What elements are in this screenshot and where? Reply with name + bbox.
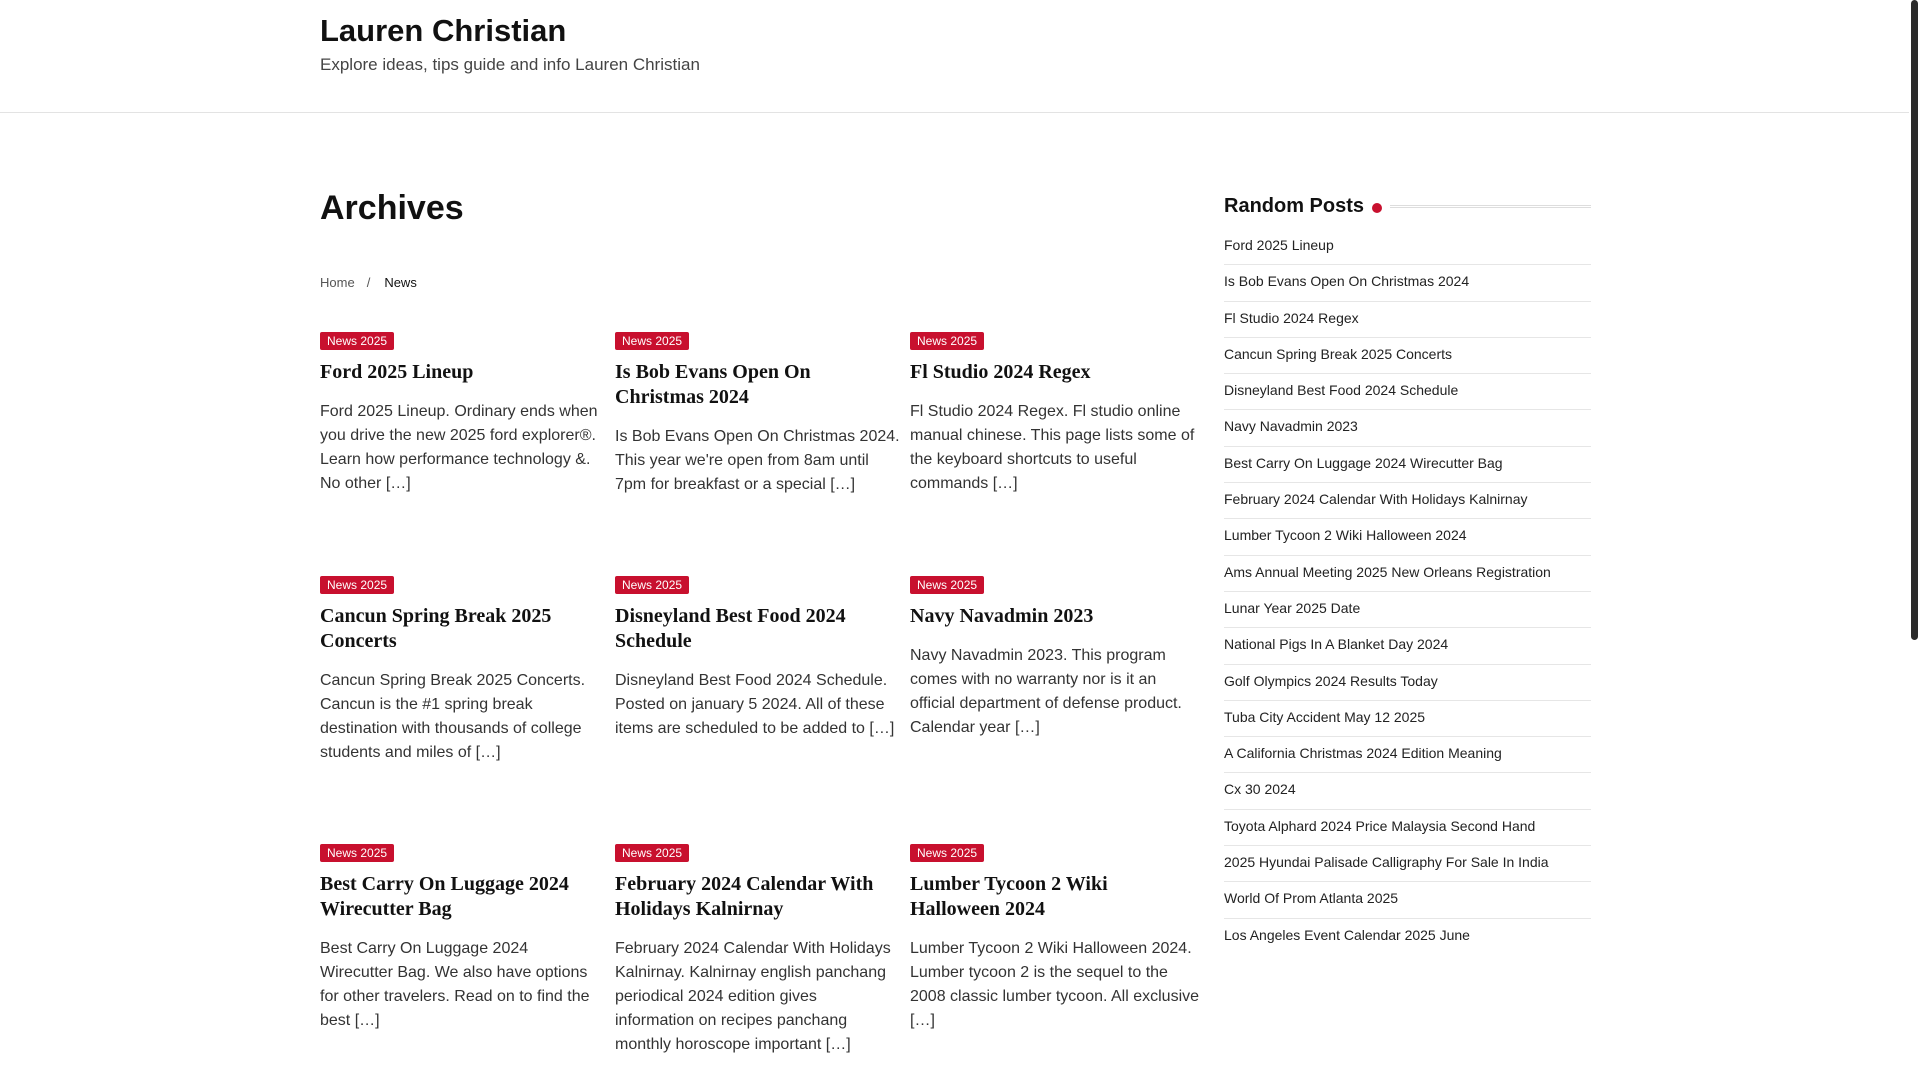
widget-title: Random Posts (1224, 195, 1365, 217)
random-posts-widget-header (1224, 192, 1591, 222)
page-title: Archives (320, 189, 464, 227)
random-post-link[interactable]: Best Carry On Luggage 2024 Wirecutter Bag (1224, 454, 1503, 471)
page-scrollbar[interactable] (1909, 0, 1920, 1080)
accent-dot-icon (1372, 203, 1382, 213)
list-item (1224, 592, 1591, 628)
post-excerpt: Ford 2025 Lineup. Ordinary ends when you drive the new 2025 ford explorer®. Learn how performance technology &. No other […] (320, 403, 598, 492)
post-title-link[interactable]: Best Carry On Luggage 2024 Wirecutter Bag (320, 873, 569, 920)
list-item (1224, 628, 1591, 664)
list-item (1224, 665, 1591, 701)
category-badge[interactable]: News 2025 (910, 844, 984, 862)
list-item (1224, 737, 1591, 773)
widget-divider (1390, 205, 1591, 208)
list-item (1224, 846, 1591, 882)
post-excerpt: Navy Navadmin 2023. This program comes with no warranty nor is it an official department of defense product. Calendar year […] (910, 647, 1182, 736)
post-excerpt: February 2024 Calendar With Holidays Kalnirnay. Kalnirnay english panchang periodical 2024 edition gives information on recipes panchang monthly horoscope important […] (615, 940, 891, 1053)
list-item (1224, 519, 1591, 555)
category-badge[interactable]: News 2025 (910, 332, 984, 350)
random-post-link[interactable]: Ams Annual Meeting 2025 New Orleans Registration (1224, 563, 1551, 580)
category-badge[interactable]: News 2025 (615, 332, 689, 350)
random-post-link[interactable]: Los Angeles Event Calendar 2025 June (1224, 926, 1470, 943)
breadcrumb-separator: / (366, 275, 371, 290)
category-badge[interactable]: News 2025 (615, 844, 689, 862)
post-title-link[interactable]: Cancun Spring Break 2025 Concerts (320, 605, 552, 652)
list-item (1224, 374, 1591, 410)
random-post-link[interactable]: Is Bob Evans Open On Christmas 2024 (1224, 273, 1470, 290)
breadcrumb-current: News (384, 275, 417, 290)
random-post-link[interactable]: Ford 2025 Lineup (1224, 237, 1334, 253)
random-post-link[interactable]: Lumber Tycoon 2 Wiki Halloween 2024 (1224, 527, 1467, 544)
random-post-link[interactable]: February 2024 Calendar With Holidays Kalnirnay (1224, 491, 1528, 508)
post-excerpt: Cancun Spring Break 2025 Concerts. Cancun is the #1 spring break destination with thousands of college students and miles of […] (320, 672, 586, 761)
site-title[interactable]: Lauren Christian (320, 13, 567, 48)
site-header (0, 0, 1909, 113)
random-post-link[interactable]: Lunar Year 2025 Date (1224, 599, 1361, 616)
post-excerpt: Fl Studio 2024 Regex. Fl studio online manual chinese. This page lists some of the keyboard shortcuts to useful commands […] (910, 403, 1195, 492)
category-badge[interactable]: News 2025 (320, 332, 394, 350)
post-card (320, 844, 605, 1080)
random-post-link[interactable]: A California Christmas 2024 Edition Meaning (1224, 745, 1502, 762)
list-item (1224, 773, 1591, 809)
post-title-link[interactable]: February 2024 Calendar With Holidays Kalnirnay (615, 873, 874, 920)
post-title-link[interactable]: Fl Studio 2024 Regex (910, 361, 1091, 383)
list-item (1224, 483, 1591, 519)
random-post-link[interactable]: Golf Olympics 2024 Results Today (1224, 672, 1438, 689)
post-title-link[interactable]: Lumber Tycoon 2 Wiki Halloween 2024 (910, 873, 1108, 920)
list-item (1224, 919, 1591, 955)
post-excerpt: Best Carry On Luggage 2024 Wirecutter Bag. We also have options for other travelers. Read on to find the best […] (320, 940, 590, 1029)
post-card (320, 332, 605, 576)
list-item (1224, 229, 1591, 265)
list-item (1224, 701, 1591, 737)
list-item (1224, 447, 1591, 483)
post-excerpt: Is Bob Evans Open On Christmas 2024. This year we're open from 8am until 7pm for breakfast or a special […] (615, 428, 900, 493)
breadcrumb-home-link[interactable]: Home (320, 275, 355, 290)
random-post-link[interactable]: Cancun Spring Break 2025 Concerts (1224, 345, 1453, 362)
post-card (320, 576, 605, 844)
post-title-link[interactable]: Ford 2025 Lineup (320, 361, 474, 383)
random-post-link[interactable]: Fl Studio 2024 Regex (1224, 309, 1359, 326)
list-item (1224, 556, 1591, 592)
list-item (1224, 882, 1591, 918)
category-badge[interactable]: News 2025 (615, 576, 689, 594)
post-card (615, 332, 900, 576)
list-item (1224, 302, 1591, 338)
breadcrumb (320, 274, 417, 292)
post-title-link[interactable]: Disneyland Best Food 2024 Schedule (615, 605, 846, 652)
random-post-link[interactable]: National Pigs In A Blanket Day 2024 (1224, 636, 1449, 653)
random-post-link[interactable]: Navy Navadmin 2023 (1224, 418, 1358, 435)
random-post-link[interactable]: World Of Prom Atlanta 2025 (1224, 890, 1399, 907)
post-card (910, 844, 1200, 1080)
post-excerpt: Lumber Tycoon 2 Wiki Halloween 2024. Lumber tycoon 2 is the sequel to the 2008 classic lumber tycoon. All exclusive […] (910, 940, 1200, 1029)
random-posts-list (1224, 229, 1591, 955)
post-excerpt: Disneyland Best Food 2024 Schedule. Posted on january 5 2024. All of these items are scheduled to be added to […] (615, 672, 895, 737)
post-card (910, 576, 1200, 844)
random-post-link[interactable]: Disneyland Best Food 2024 Schedule (1224, 382, 1459, 399)
post-card (615, 576, 900, 844)
post-title-link[interactable]: Navy Navadmin 2023 (910, 605, 1094, 627)
list-item (1224, 265, 1591, 301)
random-post-link[interactable]: 2025 Hyundai Palisade Calligraphy For Sale In India (1224, 854, 1549, 871)
category-badge[interactable]: News 2025 (320, 844, 394, 862)
list-item (1224, 338, 1591, 374)
category-badge[interactable]: News 2025 (320, 576, 394, 594)
scrollbar-thumb[interactable] (1911, 0, 1918, 640)
post-card (910, 332, 1200, 576)
post-title-link[interactable]: Is Bob Evans Open On Christmas 2024 (615, 361, 811, 408)
list-item (1224, 810, 1591, 846)
post-grid (320, 332, 1200, 1080)
list-item (1224, 410, 1591, 446)
main-content (320, 112, 1200, 1080)
random-post-link[interactable]: Toyota Alphard 2024 Price Malaysia Second Hand (1224, 817, 1536, 834)
category-badge[interactable]: News 2025 (910, 576, 984, 594)
site-tagline: Explore ideas, tips guide and info Lauren Christian (320, 55, 700, 74)
random-post-link[interactable]: Cx 30 2024 (1224, 781, 1296, 798)
random-post-link[interactable]: Tuba City Accident May 12 2025 (1224, 708, 1426, 725)
post-card (615, 844, 900, 1080)
